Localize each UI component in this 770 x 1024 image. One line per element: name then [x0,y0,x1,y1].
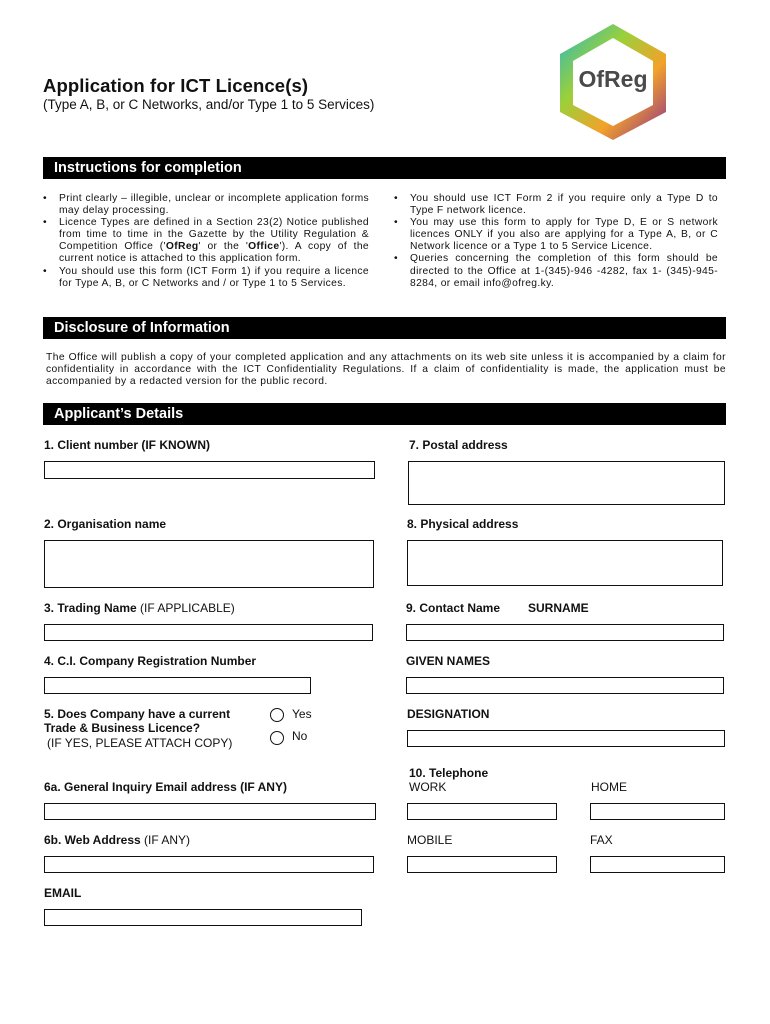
physical-address-input[interactable] [407,540,723,586]
licence-yes-radio[interactable] [270,708,284,722]
page-subtitle: (Type A, B, or C Networks, and/or Type 1 to 5 Services) [43,97,375,112]
mobile-phone-input[interactable] [407,856,557,873]
instructions-heading: Instructions for completion [43,157,726,179]
organisation-name-input[interactable] [44,540,374,588]
page-title: Application for ICT Licence(s) [43,75,309,96]
trading-name-input[interactable] [44,624,373,641]
licence-question-line2: Trade & Business Licence? [44,721,201,735]
instruction-item: • Licence Types are defined in a Section 23(2) Notice published from time to time in the Gazette by the Utility Regulation & Competition Office ('OfReg' or the 'Office'). A copy of the current notice is attached to this application form. [43,217,369,265]
licence-yes-label: Yes [292,707,312,721]
postal-address-label: 7. Postal address [409,438,508,452]
licence-question-line1: 5. Does Company have a current [44,707,231,721]
postal-address-input[interactable] [408,461,725,505]
trading-name-label: 3. Trading Name (IF APPLICABLE) [44,601,235,615]
web-address-label: 6b. Web Address (IF ANY) [44,833,191,847]
designation-label: DESIGNATION [407,707,490,721]
surname-input[interactable] [406,624,724,641]
client-number-input[interactable] [44,461,375,479]
instruction-item: • Queries concerning the completion of this form should be directed to the Office at 1-(345)-946 -4282, fax 1- (345)-945-8284, or email info@ofreg.ky. [394,253,718,289]
fax-input[interactable] [590,856,725,873]
surname-label: SURNAME [528,601,589,615]
email-label: EMAIL [44,886,82,900]
disclosure-text: The Office will publish a copy of your completed application and any attachments on its web site unless it is accompanied by a claim for confidentiality in accordance with the ICT Confidentiality Regulations. If a claim of confidentiality is made, the application must be accompanied by a redacted version for the public record. [46,352,726,388]
applicant-heading: Applicant’s Details [43,403,726,425]
licence-no-label: No [292,729,308,743]
registration-number-label: 4. C.I. Company Registration Number [44,654,257,668]
general-email-input[interactable] [44,803,376,820]
physical-address-label: 8. Physical address [407,517,519,531]
mobile-phone-label: MOBILE [407,833,453,847]
general-email-label: 6a. General Inquiry Email address (IF ANY) [44,780,287,794]
work-phone-label: WORK [409,780,447,794]
instructions-left [43,193,369,290]
instruction-item: • You should use ICT Form 2 if you require only a Type D to Type F network licence. [394,193,718,217]
organisation-name-label: 2. Organisation name [44,517,167,531]
instruction-item: • You should use this form (ICT Form 1) if you require a licence for Type A, B, or C Networks and / or Type 1 to 5 Services. [43,266,369,290]
web-address-input[interactable] [44,856,374,873]
instruction-item: • You may use this form to apply for Type D, E or S network licences ONLY if you also are applying for a Type A, B, or C Network licence or a Type 1 to 5 Service Licence. [394,217,718,253]
email-input[interactable] [44,909,362,926]
registration-number-input[interactable] [44,677,311,694]
fax-label: FAX [590,833,613,847]
logo-text: OfReg [578,66,648,92]
given-names-label: GIVEN NAMES [406,654,491,668]
contact-name-label: 9. Contact Name [406,601,501,615]
instruction-item: • Print clearly – illegible, unclear or incomplete application forms may delay processing. [43,193,369,217]
designation-input[interactable] [407,730,725,747]
disclosure-heading: Disclosure of Information [43,317,726,339]
home-phone-label: HOME [591,780,627,794]
instructions-right [394,193,718,290]
work-phone-input[interactable] [407,803,557,820]
home-phone-input[interactable] [590,803,725,820]
telephone-label: 10. Telephone [409,766,489,780]
licence-no-radio[interactable] [270,731,284,745]
client-number-label: 1. Client number (IF KNOWN) [44,438,210,452]
given-names-input[interactable] [406,677,724,694]
licence-question-note: (IF YES, PLEASE ATTACH COPY) [47,736,233,750]
